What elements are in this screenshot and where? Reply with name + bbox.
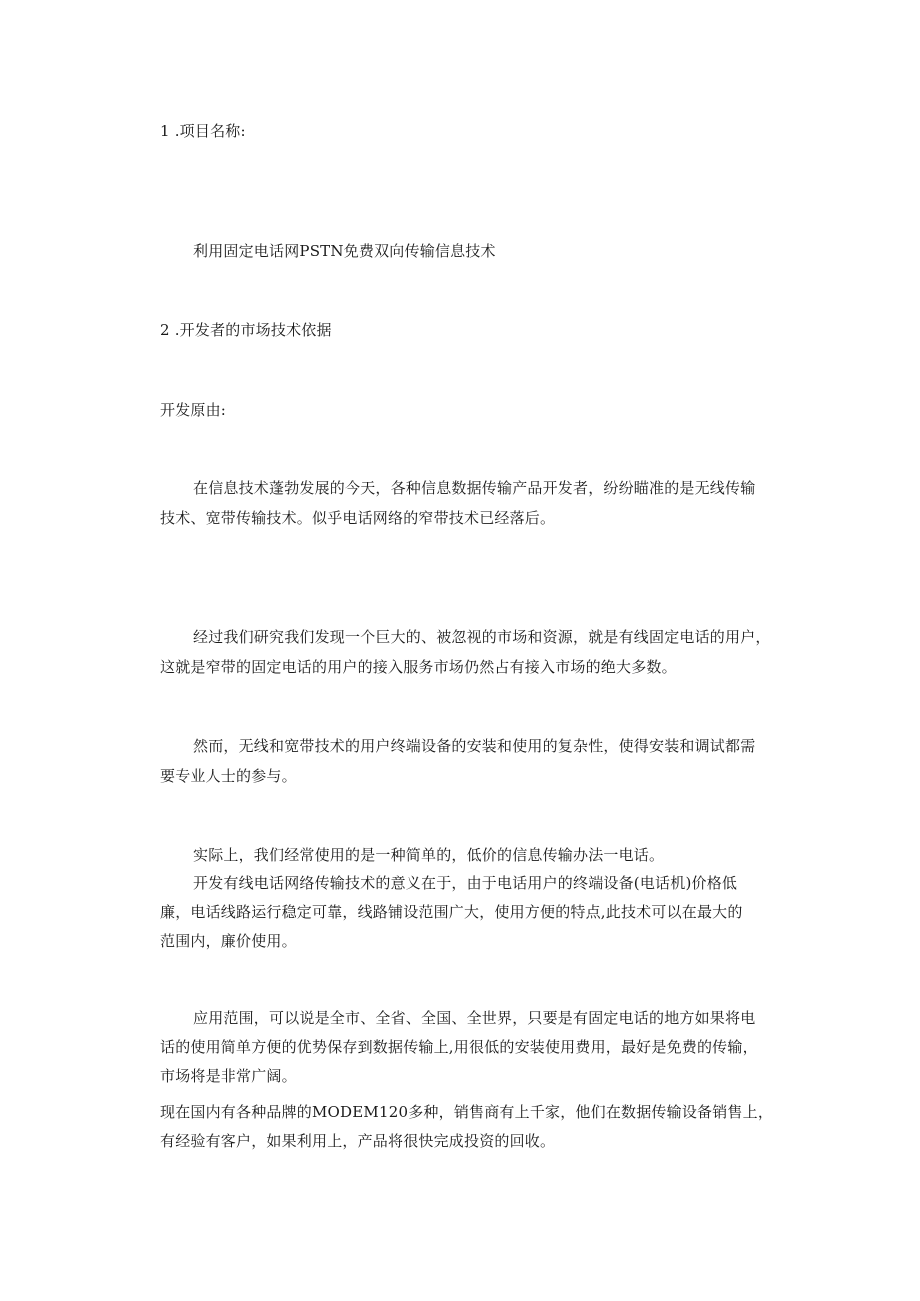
paragraph-6-line-3: 市场将是非常广阔。	[160, 1067, 297, 1085]
paragraph-7-line-1: 现在国内有各种品牌的MODEM120多种，销售商有上千家，他们在数据传输设备销售上，	[160, 1103, 774, 1121]
paragraph-2-line-1: 经过我们研究我们发现一个巨大的、被忽视的市场和资源，就是有线固定电话的用户，	[193, 628, 771, 646]
paragraph-7-line-2: 有经验有客户，如果利用上，产品将很快完成投资的回收。	[160, 1132, 556, 1150]
section-2-heading: 2 .开发者的市场技术依据	[160, 321, 332, 339]
paragraph-4-line-1: 实际上，我们经常使用的是一种简单的，低价的信息传输办法一电话。	[193, 846, 665, 864]
paragraph-6-line-2: 话的使用简单方便的优势保存到数据传输上,用很低的安装使用费用，最好是免费的传输，	[160, 1038, 758, 1056]
paragraph-5-line-3: 范围内，廉价使用。	[160, 932, 297, 950]
paragraph-2-line-2: 这就是窄带的固定电话的用户的接入服务市场仍然占有接入市场的绝大多数。	[160, 658, 677, 676]
paragraph-1-line-2: 技术、宽带传输技术。似乎电话网络的窄带技术已经落后。	[160, 509, 556, 527]
paragraph-3-line-1: 然而，无线和宽带技术的用户终端设备的安装和使用的复杂性，使得安装和调试都需	[193, 737, 756, 755]
paragraph-5-line-1: 开发有线电话网络传输技术的意义在于，由于电话用户的终端设备(电话机)价格低	[193, 874, 738, 892]
project-name: 利用固定电话网PSTN免费双向传输信息技术	[193, 242, 496, 260]
paragraph-6-line-1: 应用范围，可以说是全市、全省、全国、全世界，只要是有固定电话的地方如果将电	[193, 1009, 756, 1027]
section-1-heading: 1 .项目名称:	[160, 122, 246, 140]
paragraph-3-line-2: 要专业人士的参与。	[160, 767, 297, 785]
reason-label: 开发原由:	[160, 401, 227, 419]
paragraph-5-line-2: 廉，电话线路运行稳定可靠，线路铺设范围广大，使用方便的特点,此技术可以在最大的	[160, 903, 743, 921]
paragraph-1-line-1: 在信息技术蓬勃发展的今天，各种信息数据传输产品开发者，纷纷瞄准的是无线传输	[193, 479, 756, 497]
